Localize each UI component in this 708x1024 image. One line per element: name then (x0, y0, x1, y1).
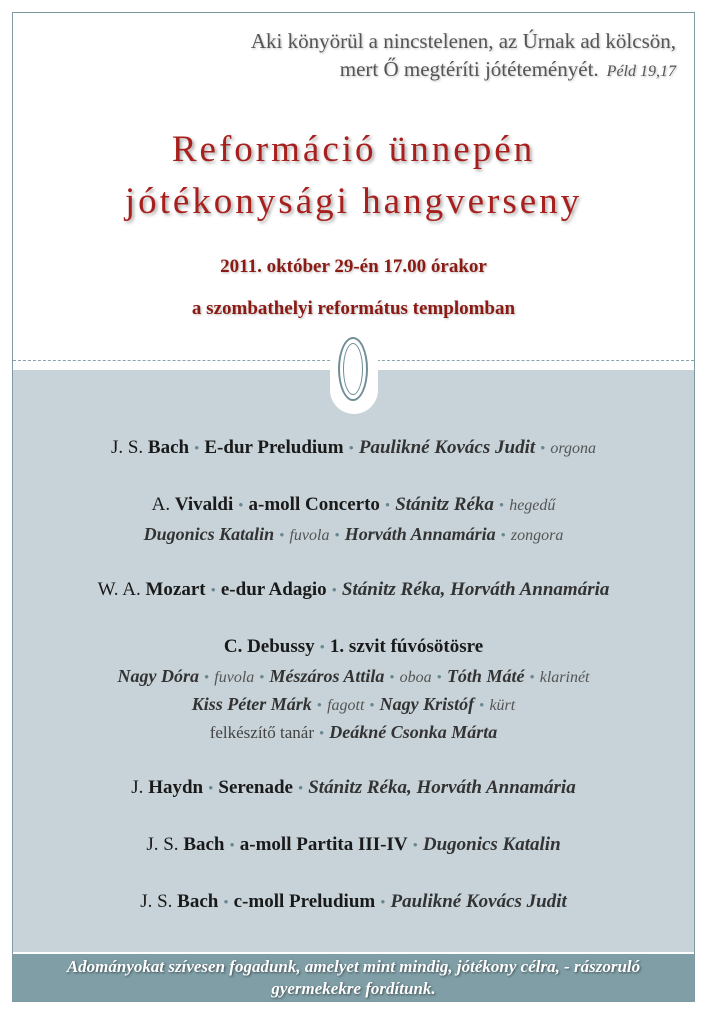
separator-dot: • (529, 670, 535, 686)
work-title: a-moll Partita III-IV (239, 834, 408, 855)
performer: Nagy Kristóf (379, 694, 475, 714)
teacher-label: felkészítő tanár (209, 723, 314, 742)
program-item-7 (13, 889, 694, 916)
separator-dot: • (319, 726, 325, 742)
composer-prefix: J. S. (110, 437, 144, 458)
separator-dot: • (348, 441, 354, 457)
donation-footer (13, 954, 694, 1002)
program-item-3 (13, 577, 694, 604)
composer: Bach (177, 891, 219, 912)
instrument: fuvola (214, 669, 255, 686)
separator-dot: • (500, 528, 506, 544)
program-item-5 (13, 775, 694, 802)
composer-prefix: J. S. (140, 891, 173, 912)
work-title: Serenade (218, 777, 293, 798)
separator-dot: • (210, 583, 216, 599)
performer: Mészáros Attila (269, 666, 385, 686)
composer-prefix: J. (131, 777, 144, 798)
performer: Kiss Péter Márk (191, 694, 312, 714)
separator-dot: • (384, 498, 391, 514)
performer: Dugonics Katalin (143, 524, 275, 544)
separator-dot: • (389, 670, 395, 686)
separator-dot: • (229, 838, 235, 854)
quote-reference: Péld 19,17 (606, 63, 676, 80)
composer: Vivaldi (174, 494, 234, 515)
separator-dot: • (479, 698, 485, 714)
quote-line-2 (251, 55, 676, 86)
title-line-2: jótékonysági hangverseny (124, 181, 583, 222)
performer: Paulikné Kovács Judit (358, 437, 536, 458)
instrument: fuvola (289, 527, 330, 544)
separator-dot: • (412, 838, 418, 854)
instrument: oboa (399, 669, 432, 686)
instrument: orgona (550, 440, 597, 457)
work-title: c-moll Preludium (233, 891, 376, 912)
event-place: a szombathelyi református templomban (191, 298, 516, 319)
instrument: zongora (510, 527, 564, 544)
event-date: 2011. október 29-én 17.00 órakor (220, 256, 487, 277)
quote-line-1: Aki könyörül a nincstelenen, az Úrnak ad kölcsön, (250, 29, 676, 53)
separator-dot: • (279, 528, 285, 544)
quote-line-2-text: mert Ő megtéríti jótéteményét. (339, 57, 599, 81)
composer-prefix: J. S. (146, 834, 179, 855)
poster (12, 12, 695, 1002)
program-item-2 (13, 492, 694, 519)
separator-dot: • (319, 640, 325, 656)
work-title: a-moll Concerto (248, 494, 380, 515)
separator-dot: • (223, 895, 229, 911)
program-item-4-performers-2 (13, 691, 694, 719)
composer: Haydn (148, 777, 204, 798)
program-item-6 (13, 832, 694, 859)
title-line-1: Reformáció ünnepén (171, 129, 536, 170)
oval-ornament-inner-icon (343, 343, 363, 395)
composer-prefix: A. (151, 494, 171, 515)
composer-prefix: W. A. (97, 579, 141, 600)
footer-line-2: gyermekekre fordítunk. (271, 979, 436, 998)
separator-dot: • (238, 498, 244, 514)
performer: Tóth Máté (446, 666, 525, 686)
separator-dot: • (259, 670, 265, 686)
composer: Bach (183, 834, 225, 855)
bible-quote (251, 27, 676, 86)
separator-dot: • (204, 670, 210, 686)
separator-dot: • (194, 441, 200, 457)
program-item-4 (13, 634, 694, 661)
performer: Paulikné Kovács Judit (390, 891, 567, 912)
program-item-2-performers (13, 521, 694, 549)
work-title: 1. szvit fúvósötösre (329, 636, 484, 657)
separator-dot: • (436, 670, 442, 686)
separator-dot: • (208, 781, 214, 797)
performers: Stánitz Réka, Horváth Annamária (341, 579, 610, 600)
work-title: E-dur Preludium (204, 437, 344, 458)
separator-dot: • (369, 698, 375, 714)
separator-dot: • (498, 498, 505, 514)
work-title: e-dur Adagio (220, 579, 327, 600)
teacher-name: Deákné Csonka Márta (329, 722, 498, 742)
performer: Dugonics Katalin (422, 834, 561, 855)
performer: Stánitz Réka (395, 494, 494, 515)
program-item-4-teacher (13, 719, 694, 747)
separator-dot: • (331, 583, 337, 599)
separator-dot: • (334, 528, 340, 544)
instrument: fagott (327, 697, 365, 714)
performers: Stánitz Réka, Horváth Annamária (308, 777, 576, 798)
performer: Horváth Annamária (344, 524, 496, 544)
performer: Nagy Dóra (117, 666, 200, 686)
composer: Mozart (145, 579, 206, 600)
instrument: klarinét (539, 669, 590, 686)
separator-dot: • (297, 781, 304, 797)
separator-dot: • (380, 895, 386, 911)
composer: Bach (147, 437, 190, 458)
composer: C. Debussy (223, 636, 315, 657)
separator-dot: • (316, 698, 323, 714)
footer-line-1: Adományokat szívesen fogadunk, amelyet mint mindig, jótékony célra, - rászoruló (66, 957, 641, 976)
instrument: hegedű (509, 497, 556, 514)
separator-dot: • (540, 441, 546, 457)
program-item-4-performers-1 (13, 663, 694, 691)
instrument: kürt (489, 697, 516, 714)
program-item-1 (13, 435, 694, 462)
